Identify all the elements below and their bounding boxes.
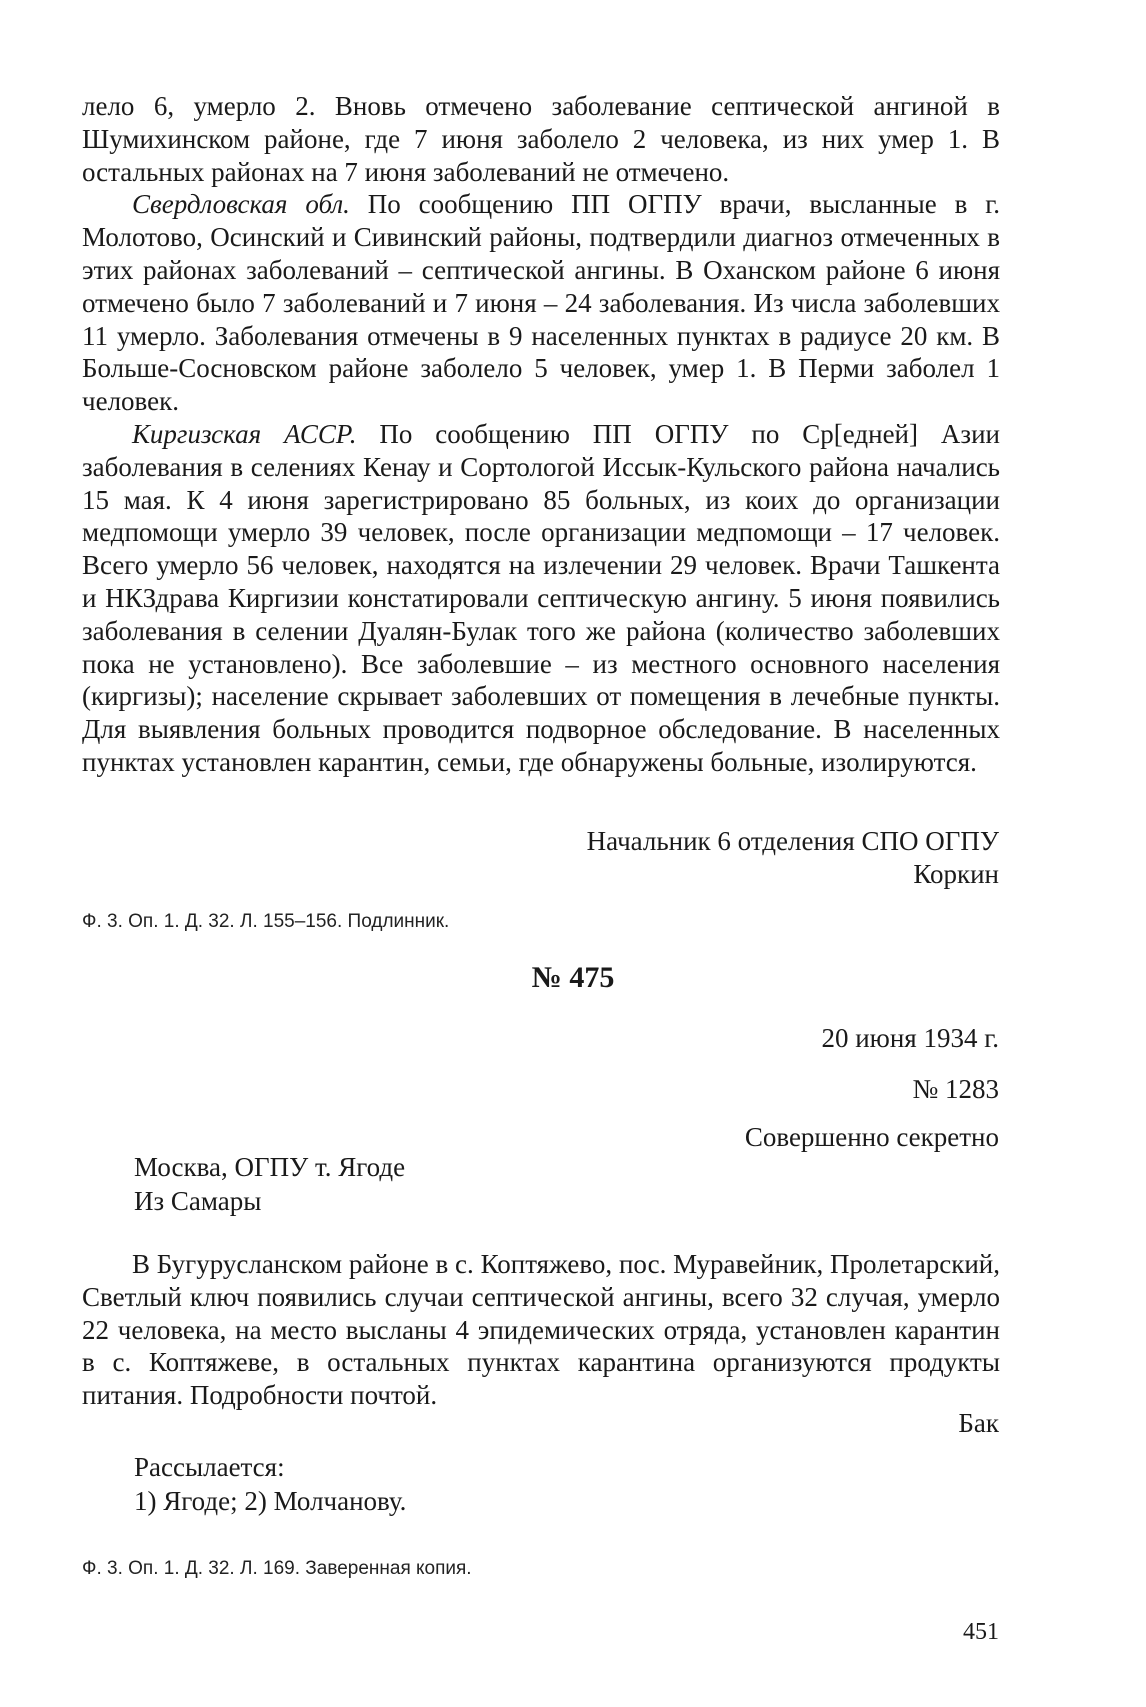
- kirgiz-region: Киргизская АССР.: [132, 418, 357, 449]
- page-number: 451: [963, 1619, 999, 1645]
- document-date: 20 июня 1934 г.: [821, 1023, 999, 1053]
- secrecy-stamp: Совершенно секретно: [744, 1122, 999, 1152]
- registration-number: № 1283: [912, 1074, 999, 1104]
- address-to: Москва, ОГПУ т. Ягоде: [134, 1152, 406, 1182]
- continuation-paragraph: лело 6, умерло 2. Вновь отмечено заболевание септической ангиной в Шумихинском районе, где 7 июня заболело 2 человека, из них умер 1. В остальных районах на 7 июня заболеваний не отмечено.: [82, 91, 1000, 187]
- sverdlovsk-text: По сообщению ПП ОГПУ врачи, высланные в г. Молотово, Осинский и Сивинский районы, подтвердили диагноз отмеченных в этих районах заболеваний – септической ангины. В Оханском районе 6 июня отмечено было 7 заболеваний и 7 июня – 24 заболевания. Из числа заболевших 11 умерло. Заболевания отмечены в 9 населенных пунктах в радиусе 20 км. В Больше-Сосновском районе заболело 5 человек, умер 1. В Перми заболел 1 человек.: [82, 189, 1000, 417]
- telegram-signature: Бак: [958, 1408, 999, 1438]
- archive-source-2: Ф. 3. Оп. 1. Д. 32. Л. 169. Заверенная копия.: [82, 1558, 472, 1579]
- report-text-block: [82, 90, 1000, 779]
- signature-name: Коркин: [913, 859, 999, 889]
- sverdlovsk-region: Свердловская обл.: [132, 189, 350, 220]
- signature-title: Начальник 6 отделения СПО ОГПУ: [586, 826, 999, 856]
- sverdlovsk-paragraph: [82, 188, 1000, 418]
- distribution-list: 1) Ягоде; 2) Молчанову.: [134, 1486, 407, 1516]
- telegram-body-block: [82, 1248, 1000, 1412]
- kirgiz-paragraph: [82, 418, 1000, 779]
- telegram-body: В Бугурусланском районе в с. Коптяжево, пос. Муравейник, Пролетарский, Светлый ключ появились случаи септической ангины, всего 32 случая, умерло 22 человека, на место высланы 4 эпидемических отряда, установлен карантин в с. Коптяжеве, в остальных пунктах карантина организуются продукты питания. Подробности почтой.: [82, 1249, 1000, 1411]
- archive-source-1: Ф. 3. Оп. 1. Д. 32. Л. 155–156. Подлинник.: [82, 911, 450, 932]
- distribution-label: Рассылается:: [134, 1452, 285, 1482]
- document-number: № 475: [531, 961, 615, 994]
- address-from: Из Самары: [134, 1186, 262, 1216]
- kirgiz-text: По сообщению ПП ОГПУ по Ср[едней] Азии заболевания в селениях Кенау и Сортологой Иссык-Кульского района начались 15 мая. К 4 июня зарегистрировано 85 больных, из коих до организации медпомощи умерло 39 человек, после организации медпомощи – 17 человек. Всего умерло 56 человек, находятся на излечении 29 человек. Врачи Ташкента и НКЗдрава Киргизии констатировали септическую ангину. 5 июня появились заболевания в селении Дуалян-Булак того же района (количество заболевших пока не установлено). Все заболевшие – из местного основного населения (киргизы); население скрывает заболевших от помещения в лечебные пункты. Для выявления больных проводится подворное обследование. В населенных пунктах установлен карантин, семьи, где обнаружены больные, изолируются.: [82, 418, 1000, 777]
